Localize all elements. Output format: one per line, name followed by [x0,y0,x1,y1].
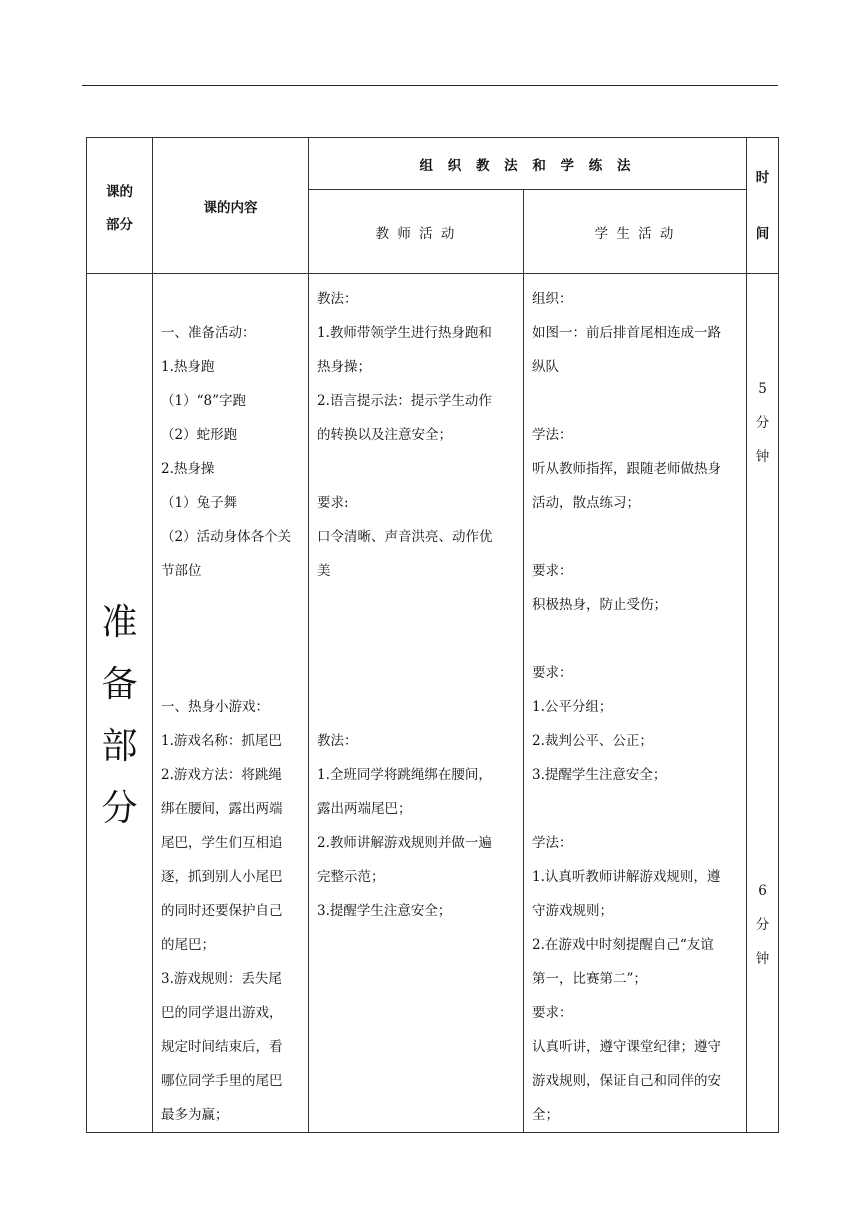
teacher_lines-line: 1.教师带领学生进行热身跑和 [317,325,492,341]
content_lines-line: 最多为赢； [161,1107,229,1123]
teacher_lines-line: 露出两端尾巴； [317,801,412,817]
student_lines-line [532,520,740,554]
student_lines-line: 游戏规则，保证自己和同伴的安 [532,1073,721,1089]
teacher_lines-line: 要求: [317,495,349,511]
header-content: 课的内容 [153,138,309,274]
header-teacher-activity: 教 师 活 动 [309,190,524,274]
content_lines-line: 的尾巴； [161,937,215,953]
student_lines-line: 如图一：前后排首尾相连成一路 [532,325,721,341]
content_lines-line: 节部位 [161,563,202,579]
section-title-char: 备 [101,664,138,705]
student_lines-line: 2.裁判公平、公正； [532,733,653,749]
student_lines-line: 守游戏规则； [532,903,613,919]
student_lines-line: 纵队 [532,359,559,375]
teacher_lines-line [317,452,517,486]
student_lines-line [532,384,740,418]
content_lines-line: 规定时间结束后，看 [161,1039,283,1055]
content_lines-line: （2）活动身体各个关 [161,529,292,545]
student_lines-line: 听从教师指挥，跟随老师做热身 [532,461,721,477]
time-cell [747,274,779,1133]
content_lines-line: 2.游戏方法：将跳绳 [161,767,282,783]
teacher_lines-line [317,690,517,724]
teacher_lines-line: 2.教师讲解游戏规则并做一遍 [317,835,492,851]
content_lines-line: 逐，抓到别人小尾巴 [161,869,283,885]
teacher_lines-line: 教法： [317,291,358,307]
content_lines-line: 哪位同学手里的尾巴 [161,1073,283,1089]
student_lines-line: 学法： [532,427,573,443]
student_lines-line: 要求： [532,563,573,579]
teacher_lines-line: 完整示范； [317,869,385,885]
content_lines-line [161,656,302,690]
page-header-rule [82,85,778,86]
student_lines-line: 要求： [532,665,573,681]
content_lines-line: 2.热身操 [161,461,215,477]
student_lines-line: 组织： [532,291,573,307]
student_lines-line: 活动，散点练习； [532,495,640,511]
header-student-activity: 学 生 活 动 [524,190,747,274]
teacher_lines-line: 的转换以及注意安全； [317,427,452,443]
content_lines-line: 绑在腰间，露出两端 [161,801,283,817]
content_lines-line: 3.游戏规则：丢失尾 [161,971,282,987]
content_lines-line: 尾巴，学生们互相追 [161,835,283,851]
content_lines-line: 一、热身小游戏： [161,699,269,715]
teacher-activity-cell [309,274,524,1133]
lesson-plan-table [86,137,779,1133]
content_lines-line: （2）蛇形跑 [161,427,238,443]
teacher_lines-line: 2.语言提示法：提示学生动作 [317,393,492,409]
content_lines-line [161,622,302,656]
time-unit: 分 [755,415,770,431]
header-part: 课的部分 [87,138,153,274]
student_lines-line: 学法： [532,835,573,851]
teacher_lines-line: 口令清晰、声音洪亮、动作优 [317,529,493,545]
content_lines-line: 一、准备活动： [161,325,256,341]
section-title-char: 准 [101,602,138,643]
student_lines-line [532,792,740,826]
student_lines-line: 积极热身，防止受伤； [532,597,667,613]
header-time: 时 间 [747,138,779,274]
student_lines-line: 3.提醒学生注意安全； [532,767,667,783]
student_lines-line: 认真听讲，遵守课堂纪律；遵守 [532,1039,721,1055]
content_lines-line [161,282,302,316]
content_lines-line: 巴的同学退出游戏， [161,1005,283,1021]
content-cell [153,274,309,1133]
time-unit: 分 [755,917,770,933]
content_lines-line: 1.游戏名称：抓尾巴 [161,733,282,749]
student_lines-line: 要求： [532,1005,573,1021]
content_lines-line: 1.热身跑 [161,359,215,375]
header-organization: 组 织 教 法 和 学 练 法 [309,138,747,190]
teacher_lines-line [317,588,517,622]
student_lines-line [532,622,740,656]
student_lines-line: 2.在游戏中时刻提醒自己“友谊 [532,937,714,953]
teacher_lines-line: 3.提醒学生注意安全； [317,903,452,919]
content_lines-line [161,588,302,622]
teacher_lines-line [317,656,517,690]
student_lines-line: 1.公平分组； [532,699,613,715]
content_lines-line: （1）“8”字跑 [161,393,246,409]
section-title-char: 分 [101,788,138,829]
teacher_lines-line: 热身操； [317,359,371,375]
content_lines-line: （1）兔子舞 [161,495,238,511]
time-unit: 钟 [755,951,770,967]
teacher_lines-line: 教法： [317,733,358,749]
time-value: 5 [758,381,767,397]
section-title-cell [87,274,153,1133]
teacher_lines-line: 美 [317,563,331,579]
time-value: 6 [758,883,767,899]
student-activity-cell [524,274,747,1133]
teacher_lines-line [317,622,517,656]
section-title-char: 部 [101,726,138,767]
time-unit: 钟 [755,449,770,465]
content_lines-line: 的同时还要保护自己 [161,903,283,919]
student_lines-line: 全； [532,1107,559,1123]
teacher_lines-line: 1.全班同学将跳绳绑在腰间， [317,767,492,783]
student_lines-line: 第一，比赛第二”； [532,971,647,987]
student_lines-line: 1.认真听教师讲解游戏规则，遵 [532,869,721,885]
